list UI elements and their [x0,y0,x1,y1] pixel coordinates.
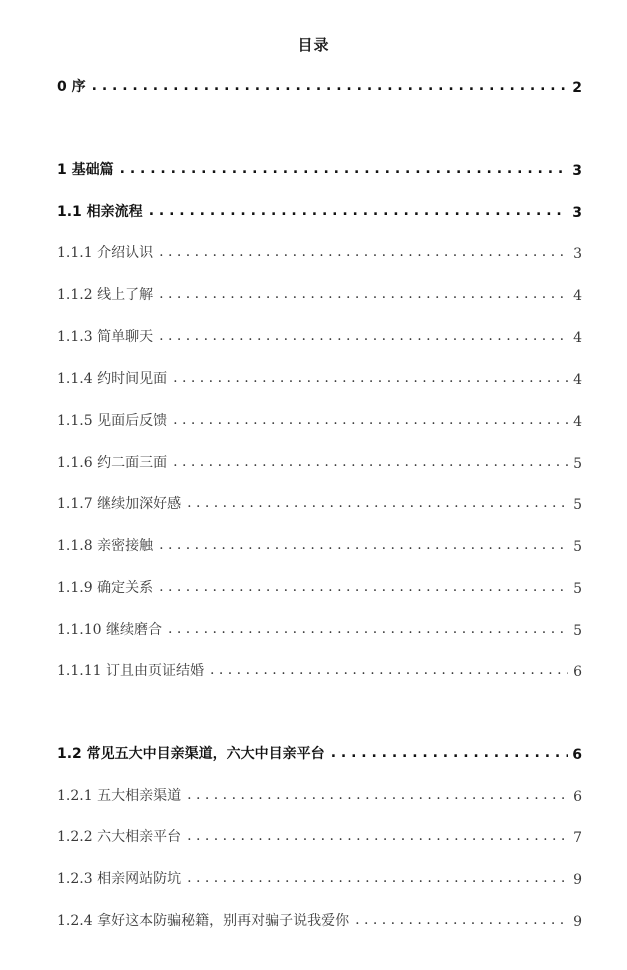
toc-leader-dots [159,245,568,259]
toc-entry-page: 9 [573,872,582,888]
toc-entry [57,408,582,430]
toc-entry-page: 3 [572,205,582,221]
toc-entry [57,450,582,472]
toc-leader-dots [355,913,568,927]
toc-entry-label: 1.1.8 亲密接触 [57,538,154,554]
toc-entry-page: 4 [573,288,582,304]
toc-entry [57,366,582,388]
toc-entry-label: 1.1.4 约时间见面 [57,371,168,387]
toc-entry [57,240,582,262]
toc-entry-label: 1.1.1 介绍认识 [57,245,154,261]
toc-entry [57,199,582,221]
toc-leader-dots [173,413,568,427]
toc-leader-dots [173,455,568,469]
toc-entry-page: 5 [573,497,582,513]
toc-leader-dots [210,663,568,677]
toc-entry-label: 1.1.11 订且由页证结婚 [57,663,204,679]
toc-entry [57,491,582,513]
toc-entry-page: 2 [572,80,582,96]
toc-leader-dots [120,162,568,176]
toc-entry [57,783,582,805]
toc-leader-dots [159,329,568,343]
toc-leader-dots [149,204,568,218]
toc-entry-page: 5 [573,581,582,597]
toc-entry-page: 3 [572,163,582,179]
page-title: 目录 [297,36,330,54]
toc-entry [57,908,582,930]
toc-entry [57,324,582,346]
toc-entry-label: 1.2.4 拿好这本防骗秘籍，别再对骗子说我爱你 [57,913,350,929]
toc-entry [57,282,582,304]
toc-entry-page: 6 [572,747,582,763]
toc-entry-page: 5 [573,456,582,472]
toc-entry-label: 1.1.5 见面后反馈 [57,413,168,429]
toc-leader-dots [168,622,568,636]
toc-leader-dots [187,871,568,885]
toc-entry-page: 5 [573,539,582,555]
toc-entry-label: 1.2.3 相亲网站防坑 [57,871,182,887]
toc-leader-dots [159,580,568,594]
toc-entry [57,617,582,639]
toc-entry-label: 1.1 相亲流程 [57,204,143,220]
toc-entry [57,575,582,597]
toc-entry-label: 1 基础篇 [57,162,114,178]
toc-entry-label: 1.1.2 线上了解 [57,287,154,303]
toc-leader-dots [331,746,568,760]
toc-entry-page: 4 [573,414,582,430]
toc-entry-label: 1.2 常见五大中目亲渠道，六大中目亲平台 [57,746,325,762]
toc-entry-page: 5 [573,623,582,639]
toc-entry-label: 1.1.7 继续加深好感 [57,496,182,512]
toc-entry-label: 1.1.10 继续磨合 [57,622,162,638]
toc-entry [57,74,582,96]
toc-entry-page: 3 [573,246,582,262]
toc-entry-page: 4 [573,330,582,346]
toc-entry-page: 6 [573,789,582,805]
toc-entry-page: 6 [573,664,582,680]
toc-entry-page: 7 [573,830,582,846]
toc-leader-dots [159,287,568,301]
toc-leader-dots [92,79,568,93]
toc-entry-label: 1.2.2 六大相亲平台 [57,829,182,845]
toc-entry-label: 1.1.3 简单聊天 [57,329,154,345]
toc-leader-dots [187,829,568,843]
toc-entry-label: 1.2.1 五大相亲渠道 [57,788,182,804]
toc-entry-label: 0 序 [57,79,86,95]
toc-leader-dots [187,496,568,510]
toc-leader-dots [159,538,568,552]
toc-leader-dots [187,788,568,802]
toc-entry-page: 9 [573,914,582,930]
toc-entry-page: 4 [573,372,582,388]
toc-entry [57,658,582,680]
toc-entry [57,533,582,555]
toc-entry-label: 1.1.6 约二面三面 [57,455,168,471]
toc-entry [57,866,582,888]
toc-entry-label: 1.1.9 确定关系 [57,580,154,596]
toc-entry [57,157,582,179]
toc-leader-dots [173,371,568,385]
toc-entry [57,824,582,846]
toc-entry [57,741,582,763]
